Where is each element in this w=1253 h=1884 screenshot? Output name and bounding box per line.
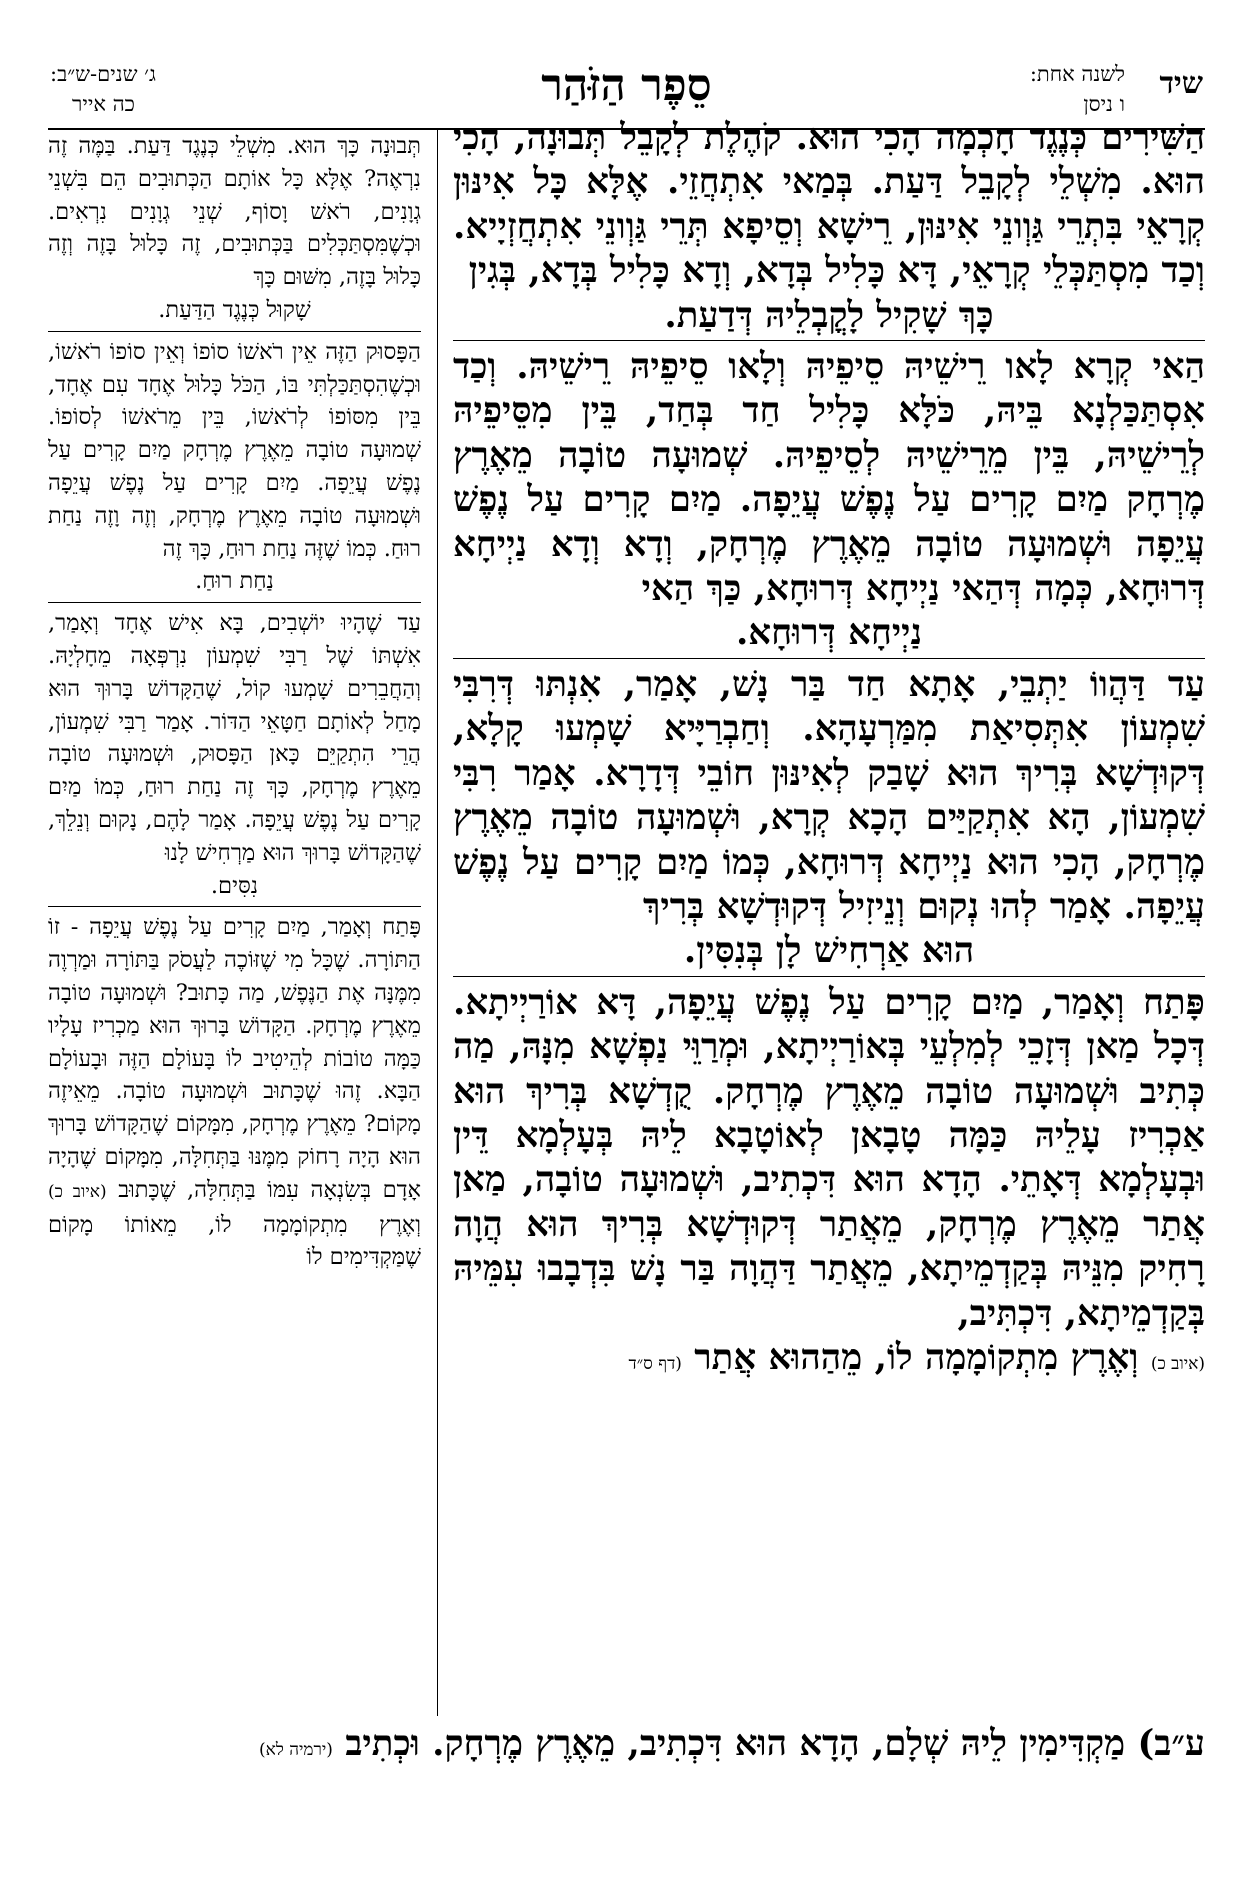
- amud-marker: ע״ב): [1137, 1723, 1205, 1764]
- paragraph-divider: [48, 602, 421, 603]
- translation-paragraph-2: הַפָּסוּק הַזֶּה אֵין רֹאשׁוֹ סוֹפוֹ וְאֵין סוֹפוֹ רֹאשׁוֹ, וּכְשֶׁהִסְתַּכַּלְתִּי בּוֹ, הַכֹּל כָּלוּל אֶחָד עִם אֶחָד, בֵּין מִסּוֹפוֹ לְרֹאשׁוֹ, בֵּין מֵרֹאשׁוֹ לְסוֹפוֹ. שְׁמוּעָה טוֹבָה מֵאֶרֶץ מֶרְחָק מַיִם קָרִים עַל נֶפֶשׁ עֲיֵפָה. מַיִם קָרִים עַל נֶפֶשׁ עֲיֵפָה וּשְׁמוּעָה טוֹבָה מֵאֶרֶץ מֶרְחָק, וְזֶה וָזֶה נַחַת רוּחַ. כְּמוֹ שֶׁזֶּה נַחַת רוּחַ, כָּךְ זֶה: [48, 338, 421, 562]
- paragraph-divider: [453, 658, 1205, 659]
- page-number: שיד: [1159, 66, 1203, 101]
- footer-text: מַקְדִּימִין לֵיהּ שְׁלָם, הָדָא הוּא דִּכְתִיב, מֵאֶרֶץ מֶרְחָק. וּכְתִיב: [345, 1723, 1126, 1764]
- daf-reference: (דף ס״ד: [628, 1353, 682, 1374]
- main-paragraph-3-last-line: הוּא אַרְחִישׁ לָן בְּנִסִּין.: [683, 930, 975, 972]
- translation-paragraph-4-text: פָּתַח וְאָמַר, מַיִם קָרִים עַל נֶפֶשׁ עֲיֵפָה - זוֹ הַתּוֹרָה. שֶׁכָּל מִי שֶׁזּוֹכֶה לַעֲסֹק בַּתּוֹרָה וּמַרְוֶה מִמֶּנָּה אֶת הַנֶּפֶשׁ, מַה כָּתוּב? וּשְׁמוּעָה טוֹבָה מֵאֶרֶץ מֶרְחָק. הַקָּדוֹשׁ בָּרוּךְ הוּא מַכְרִיז עָלָיו כַּמָּה טוֹבוֹת לְהֵיטִיב לוֹ בָּעוֹלָם הַזֶּה וּבָעוֹלָם הַבָּא. זֶהוּ שֶׁכָּתוּב וּשְׁמוּעָה טוֹבָה. מֵאֵיזֶה מָקוֹם? מֵאֶרֶץ מֶרְחָק, מִמָּקוֹם שֶׁהַקָּדוֹשׁ בָּרוּךְ הוּא הָיָה רָחוֹק מִמֶּנּוּ בַּתְּחִלָּה, מִמָּקוֹם שֶׁהָיָה אָדָם בְּשִׂנְאָה עִמּוֹ בַּתְּחִלָּה, שֶׁכָּתוּב: [48, 914, 421, 1203]
- book-title: סֵפֶר הַזֹּהַר: [541, 60, 712, 111]
- main-paragraph-3: עַד דַּהֲווֹ יַתְבֵי, אָתָא חַד בַּר נָשׁ, אָמַר, אִנְתּוּ דְּרִבִּי שִׁמְעוֹן אִתְּסִיאַת מִמַּרְעָהָא. וְחַבְרַיָּיא שָׁמְעוּ קָלָא, דְּקוּדְשָׁא בְּרִיךְ הוּא שָׁבַק לְאִינּוּן חוֹבֵי דְּדָרָא. אָמַר רִבִּי שִׁמְעוֹן, הָא אִתְקַיַּים הָכָא קְרָא, וּשְׁמוּעָה טוֹבָה מֵאֶרֶץ מֶרְחָק, הָכִי הוּא נַיְיחָא דְּרוּחָא, כְּמוֹ מַיִם קָרִים עַל נֶפֶשׁ עֲיֵפָה. אָמַר לְהוּ נְקוּם וְנֵיזִיל דְּקוּדְשָׁא בְּרִיךְ: [453, 663, 1205, 927]
- main-paragraph-1-last-line: כָּךְ שָׁקִיל לָקֳבְלֵיהּ דְּדַעַת.: [664, 294, 994, 336]
- paragraph-divider: [453, 340, 1205, 341]
- verse-reference-iyov: (איוב כ): [1150, 1353, 1205, 1374]
- translation-paragraph-1-last-line: שָׁקוּל כְּנֶגֶד הַדַּעַת.: [158, 296, 311, 323]
- main-paragraph-2-last-line: נַיְיחָא דְּרוּחָא.: [735, 612, 923, 654]
- paragraph-divider: [453, 976, 1205, 977]
- verse-reference-iyov: (איוב כ): [48, 1181, 107, 1202]
- translation-paragraph-4-tail: וְאֶרֶץ מִתְקוֹמָמָה לוֹ, מֵאוֹתוֹ מָקוֹם שֶׁמַּקְדִּימִים לוֹ: [48, 1211, 421, 1271]
- column-divider: [437, 128, 438, 1716]
- main-paragraph-4: [453, 981, 1205, 1387]
- paragraph-divider: [48, 331, 421, 332]
- translation-paragraph-3: עַד שֶׁהָיוּ יוֹשְׁבִים, בָּא אִישׁ אֶחָד וְאָמַר, אִשְׁתּוֹ שֶׁל רַבִּי שִׁמְעוֹן נִרְפְּאָה מֵחָלְיָהּ. וְהַחֲבֵרִים שָׁמְעוּ קוֹל, שֶׁהַקָּדוֹשׁ בָּרוּךְ הוּא מָחַל לְאוֹתָם חַטָּאֵי הַדּוֹר. אָמַר רַבִּי שִׁמְעוֹן, הֲרֵי הִתְקַיֵּם כָּאן הַפָּסוּק, וּשְׁמוּעָה טוֹבָה מֵאֶרֶץ מֶרְחָק, כָּךְ זֶה נַחַת רוּחַ, כְּמוֹ מַיִם קָרִים עַל נֶפֶשׁ עֲיֵפָה. אָמַר לָהֶם, נָקוּם וְנֵלֵךְ, שֶׁהַקָּדוֹשׁ בָּרוּךְ הוּא מַרְחִישׁ לָנוּ: [48, 610, 421, 866]
- translation-paragraph-2-last-line: נַחַת רוּחַ.: [195, 568, 274, 595]
- footer-line: [48, 1722, 1205, 1770]
- study-date-nisan: ו ניסן: [1083, 92, 1125, 116]
- study-schedule-three-years: ג׳ שנים-ש״ב:: [50, 62, 156, 86]
- translation-column: [48, 130, 421, 1715]
- main-text-column: [453, 116, 1205, 1722]
- translation-paragraph-3-last-line: נִסִּים.: [210, 872, 259, 899]
- translation-paragraph-1: תְּבוּנָה כָּךְ הוּא. מִשְׁלֵי כְּנֶגֶד דַּעַת. בַּמֶּה זֶה נִרְאֶה? אֶלָּא כָּל אוֹתָם הַכְּתוּבִים הֵם בִּשְׁנֵי גְוָנִים, רֹאשׁ וָסוֹף, שְׁנֵי גְוָנִים נִרְאִים. וּכְשֶׁמִּסְתַּכְּלִים בַּכְּתוּבִים, זֶה כָּלוּל בָּזֶה וְזֶה כָּלוּל בָּזֶה, מִשּׁוּם כָּךְ: [48, 133, 421, 291]
- main-paragraph-1: הַשִּׁירִים כְּנֶגֶד חָכְמָה הָכִי הוּא. קֹהֶלֶת לְקָבֵל תְּבוּנָה, הָכִי הוּא. מִשְׁלֵי לְקָבֵל דַּעַת. בְּמַאי אִתְחֲזֵי. אֶלָּא כָּל אִינּוּן קְרָאֵי בִּתְרֵי גַּוְונֵי אִינּוּן, רֵישָׁא וְסֵיפָא תְּרֵי גַּוְונֵי אִתְחֲזְיָיא. וְכַד מִסְתַּכְּלֵי קְרָאֵי, דָּא כָּלִיל בְּדָא, וְדָא כָּלִיל בְּדָא, בְּגִין: [453, 117, 1205, 292]
- verse-reference-yirmiyah: (ירמיה לא): [259, 1740, 333, 1760]
- main-paragraph-2: הַאי קְרָא לָאו רֵישֵׁיהּ סֵיפֵיהּ וְלָאו סֵיפֵיהּ רֵישֵׁיהּ. וְכַד אִסְתַּכַּלְנָא בֵּיהּ, כֹּלָּא כָּלִיל חַד בְּחַד, בֵּין מִסֵּיפֵיהּ לְרֵישֵׁיהּ, בֵּין מֵרֵישֵׁיהּ לְסֵיפֵיהּ. שְׁמוּעָה טוֹבָה מֵאֶרֶץ מֶרְחָק מַיִם קָרִים עַל נֶפֶשׁ עֲיֵפָה. מַיִם קָרִים עַל נֶפֶשׁ עֲיֵפָה וּשְׁמוּעָה טוֹבָה מֵאֶרֶץ מֶרְחָק, וְדָא וְדָא נַיְיחָא דְּרוּחָא, כְּמָה דְּהַאי נַיְיחָא דְּרוּחָא, כַּךְ הַאי: [453, 346, 1205, 610]
- main-paragraph-4-tail: וְאֶרֶץ מִתְקוֹמָמָה לוֹ, מֵהַהוּא אֲתַר: [694, 1336, 1139, 1378]
- paragraph-divider: [48, 906, 421, 907]
- study-date-iyar: כה אייר: [72, 92, 135, 116]
- translation-paragraph-4: [48, 911, 421, 1274]
- study-schedule-one-year: לשנה אחת:: [1029, 62, 1125, 86]
- main-paragraph-4-text: פָּתַח וְאָמַר, מַיִם קָרִים עַל נֶפֶשׁ עֲיֵפָה, דָּא אוֹרַיְיתָא. דְּכָל מַאן דְּזָכֵי לְמִלְעֵי בְּאוֹרַיְיתָא, וּמְרַוֵּי נַפְשָׁא מִנָּהּ, מַה כְּתִיב וּשְׁמוּעָה טוֹבָה מֵאֶרֶץ מֶרְחָק. קֻדְשָׁא בְּרִיךְ הוּא אַכְרִיז עָלֵיהּ כַּמָּה טָבָאן לְאוֹטָבָא לֵיהּ בְּעָלְמָא דֵּין וּבְעָלְמָא דְּאָתֵי. הָדָא הוּא דִּכְתִיב, וּשְׁמוּעָה טוֹבָה, מַאן אֲתַר מֵאֶרֶץ מֶרְחָק, מֵאֲתַר דְּקוּדְשָׁא בְּרִיךְ הוּא הֲוָה רָחִיק מִנֵּיהּ בְּקַדְמֵיתָא, מֵאֲתַר דַּהֲוָה בַּר נָשׁ בִּדְבָבוּ עִמֵּיהּ בְּקַדְמֵיתָא, דִּכְתִּיב,: [453, 981, 1205, 1334]
